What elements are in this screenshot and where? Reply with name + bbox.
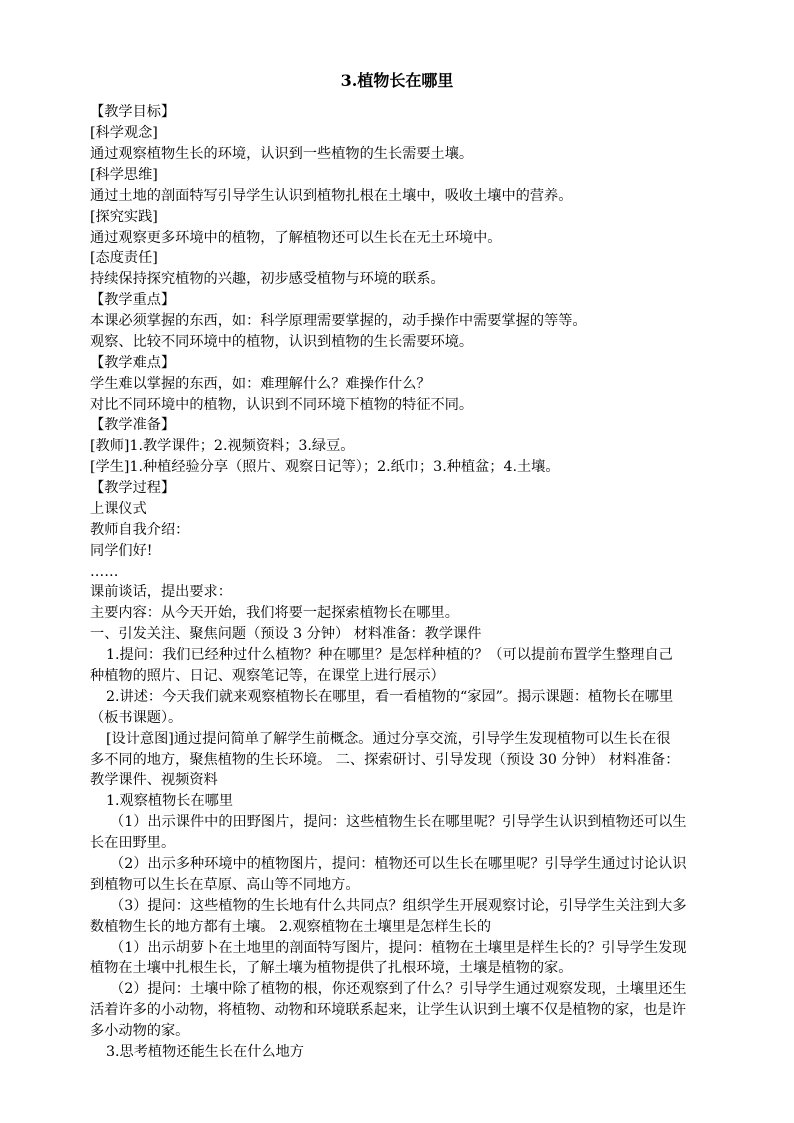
paragraph-line: 1.提问：我们已经种过什么植物？种在哪里？是怎样种植的？（可以提前布置学生整理自己 bbox=[106, 647, 673, 663]
paragraph-line: 2.讲述：今天我们就来观察植物长在哪里，看一看植物的“家园”。揭示课题：植物长在哪里 bbox=[106, 689, 674, 705]
paragraph-line: 多小动物的家。 bbox=[90, 1023, 190, 1039]
subheading-inquiry-practice: [探究实践] bbox=[90, 209, 158, 225]
paragraph-line: 数植物生长的地方都有土壤。 2.观察植物在土壤里是怎样生长的 bbox=[90, 919, 492, 935]
section-heading-process: 【教学过程】 bbox=[90, 480, 176, 496]
paragraph-line: 教师自我介绍： bbox=[90, 522, 190, 538]
paragraph-line: 通过观察更多环境中的植物，了解植物还可以生长在无土环境中。 bbox=[90, 230, 502, 246]
paragraph-line: 通过土地的剖面特写引导学生认识到植物扎根在土壤中，吸收土壤中的营养。 bbox=[90, 188, 573, 204]
paragraph-line: [教师]1.教学课件；2.视频资料；3.绿豆。 bbox=[90, 438, 355, 454]
subheading-science-concept: [科学观念] bbox=[90, 125, 158, 141]
paragraph-line: 长在田野里。 bbox=[90, 835, 176, 851]
paragraph-line: （1）出示胡萝卜在土地里的剖面特写图片，提问：植物在土壤里是样生长的？引导学生发现 bbox=[110, 940, 687, 956]
paragraph-line: 种植物的照片、日记、观察笔记等，在课堂上进行展示） bbox=[90, 668, 445, 684]
paragraph-line: 课前谈话，提出要求： bbox=[90, 584, 232, 600]
paragraph-line: （2）出示多种环境中的植物图片，提问：植物还可以生长在哪里呢？引导学生通过讨论认识 bbox=[110, 856, 687, 872]
paragraph-line: 学生难以掌握的东西，如：难理解什么？难操作什么？ bbox=[90, 376, 431, 392]
paragraph-line: 观察、比较不同环境中的植物，认识到植物的生长需要环境。 bbox=[90, 334, 474, 350]
paragraph-line: 通过观察植物生长的环境，认识到一些植物的生长需要土壤。 bbox=[90, 146, 474, 162]
paragraph-line: 对比不同环境中的植物，认识到不同环境下植物的特征不同。 bbox=[90, 397, 474, 413]
paragraph-line: [学生]1.种植经验分享（照片、观察日记等）；2.纸巾；3.种植盆；4.土壤。 bbox=[90, 459, 560, 475]
paragraph-line: 活着许多的小动物，将植物、动物和环境联系起来，让学生认识到土壤不仅是植物的家，也是许 bbox=[90, 1002, 686, 1018]
paragraph-line: [设计意图]通过提问简单了解学生前概念。通过分享交流，引导学生发现植物可以生长在很 bbox=[106, 731, 671, 747]
paragraph-line: 同学们好! bbox=[90, 543, 153, 559]
paragraph-line: …… bbox=[90, 564, 119, 580]
paragraph-line: 上课仪式 bbox=[90, 501, 147, 517]
section-heading-objectives: 【教学目标】 bbox=[90, 104, 176, 120]
paragraph-line: 多不同的地方，聚焦植物的生长环境。 二、探索研讨、引导发现（预设 30 分钟） 材料准备： bbox=[90, 752, 680, 768]
subheading-attitude: [态度责任] bbox=[90, 250, 158, 266]
paragraph-line: （1）出示课件中的田野图片，提问：这些植物生长在哪里呢？引导学生认识到植物还可以生 bbox=[110, 814, 687, 830]
paragraph-line: （2）提问：土壤中除了植物的根，你还观察到了什么？引导学生通过观察发现，土壤里还生 bbox=[110, 981, 687, 997]
section-heading-key-points: 【教学重点】 bbox=[90, 292, 176, 308]
paragraph-line: （板书课题）。 bbox=[90, 710, 183, 726]
section-heading-difficulties: 【教学难点】 bbox=[90, 355, 176, 371]
paragraph-line: 持续保持探究植物的兴趣，初步感受植物与环境的联系。 bbox=[90, 271, 445, 287]
paragraph-line: 主要内容：从今天开始，我们将要一起探索植物长在哪里。 bbox=[90, 605, 459, 621]
paragraph-line: （3）提问：这些植物的生长地有什么共同点？组织学生开展观察讨论，引导学生关注到大多 bbox=[110, 898, 687, 914]
paragraph-line: 本课必须掌握的东西，如：科学原理需要掌握的，动手操作中需要掌握的等等。 bbox=[90, 313, 587, 329]
paragraph-line: 到植物可以生长在草原、高山等不同地方。 bbox=[90, 877, 360, 893]
paragraph-line: 1.观察植物长在哪里 bbox=[106, 793, 234, 809]
subheading-science-thinking: [科学思维] bbox=[90, 167, 158, 183]
paragraph-line: 一、引发关注、聚焦问题（预设 3 分钟） 材料准备：教学课件 bbox=[90, 626, 482, 642]
paragraph-line: 教学课件、视频资料 bbox=[90, 772, 218, 788]
paragraph-line: 3.思考植物还能生长在什么地方 bbox=[106, 1044, 304, 1060]
section-heading-preparation: 【教学准备】 bbox=[90, 417, 176, 433]
page-title: 3.植物长在哪里 bbox=[340, 71, 454, 90]
paragraph-line: 植物在土壤中扎根生长，了解土壤为植物提供了扎根环境，土壤是植物的家。 bbox=[90, 960, 573, 976]
